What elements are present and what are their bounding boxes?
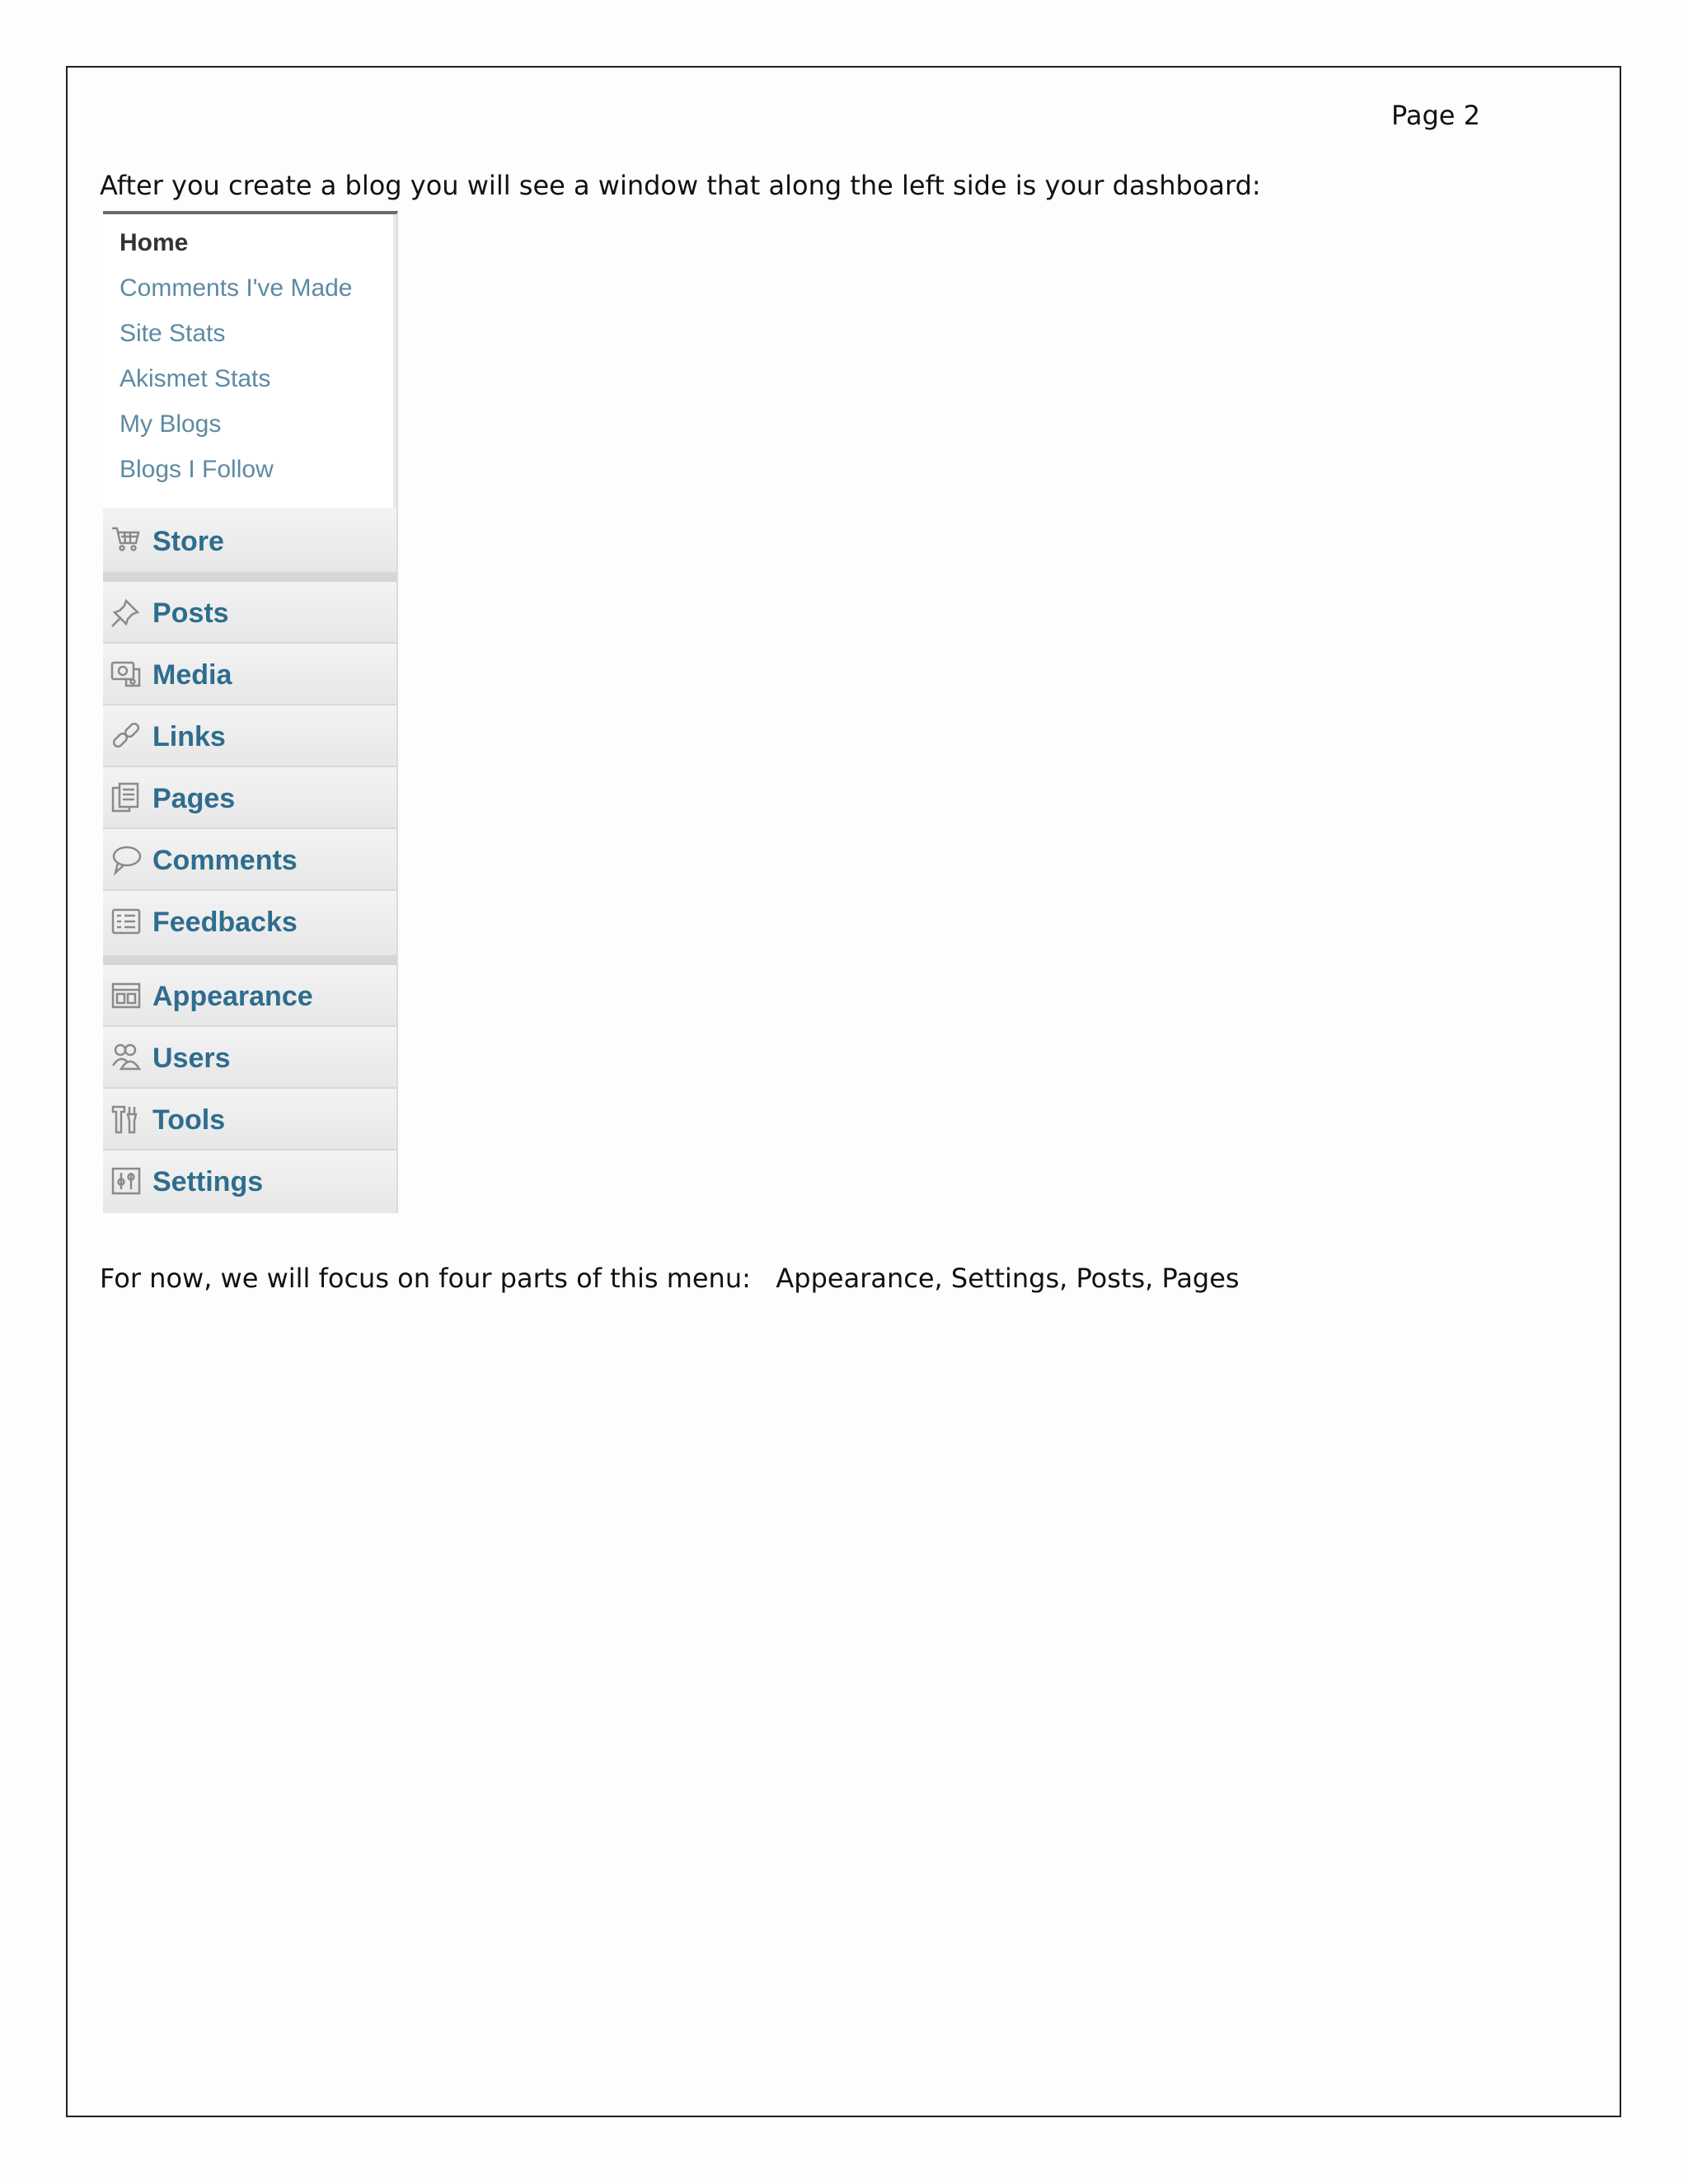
focus-paragraph: For now, we will focus on four parts of this menu: Appearance, Settings, Posts, Pages (100, 1263, 1240, 1294)
menu-separator (103, 957, 396, 965)
menu-separator (103, 574, 396, 582)
speech-bubble-icon (110, 843, 143, 876)
submenu-item-comments-ive-made[interactable]: Comments I've Made (120, 274, 353, 302)
menu-item-settings[interactable] (103, 1151, 396, 1213)
menu-label-appearance: Appearance (152, 981, 313, 1012)
menu-item-feedbacks[interactable] (103, 891, 396, 957)
menu-label-media: Media (152, 659, 232, 691)
page-number: Page 2 (1391, 100, 1480, 131)
cart-icon (110, 522, 143, 555)
users-icon (110, 1041, 143, 1074)
menu-item-store[interactable] (103, 508, 396, 574)
media-icon (110, 658, 143, 691)
menu-label-links: Links (152, 721, 226, 752)
menu-item-media[interactable] (103, 644, 396, 705)
submenu-item-my-blogs[interactable]: My Blogs (120, 410, 222, 438)
menu-label-feedbacks: Feedbacks (152, 907, 298, 938)
menu-item-links[interactable] (103, 705, 396, 767)
menu-item-posts[interactable] (103, 582, 396, 644)
submenu-item-home[interactable]: Home (120, 229, 189, 256)
feedback-form-icon (110, 905, 143, 938)
appearance-icon (110, 979, 143, 1012)
settings-icon (110, 1165, 143, 1197)
menu-label-pages: Pages (152, 783, 236, 814)
chain-link-icon (110, 719, 143, 752)
intro-paragraph: After you create a blog you will see a window that along the left side is your dashboard: (100, 170, 1261, 201)
menu-item-appearance[interactable] (103, 965, 396, 1027)
dashboard-menu-screenshot (103, 211, 398, 1213)
menu-item-users[interactable] (103, 1027, 396, 1089)
submenu-item-akismet-stats[interactable]: Akismet Stats (120, 365, 271, 392)
menu-label-settings: Settings (152, 1166, 264, 1197)
menu-label-tools: Tools (152, 1104, 226, 1136)
tools-icon (110, 1103, 143, 1136)
pages-icon (110, 781, 143, 814)
submenu-item-blogs-i-follow[interactable]: Blogs I Follow (120, 456, 274, 483)
pushpin-icon (110, 596, 143, 629)
menu-item-comments[interactable] (103, 829, 396, 891)
menu-label-store: Store (152, 526, 224, 557)
menu-item-tools[interactable] (103, 1089, 396, 1151)
menu-label-users: Users (152, 1043, 231, 1074)
submenu-item-site-stats[interactable]: Site Stats (120, 320, 226, 347)
menu-label-posts: Posts (152, 598, 229, 629)
menu-item-pages[interactable] (103, 767, 396, 829)
dashboard-submenu (103, 214, 396, 508)
menu-label-comments: Comments (152, 845, 298, 876)
